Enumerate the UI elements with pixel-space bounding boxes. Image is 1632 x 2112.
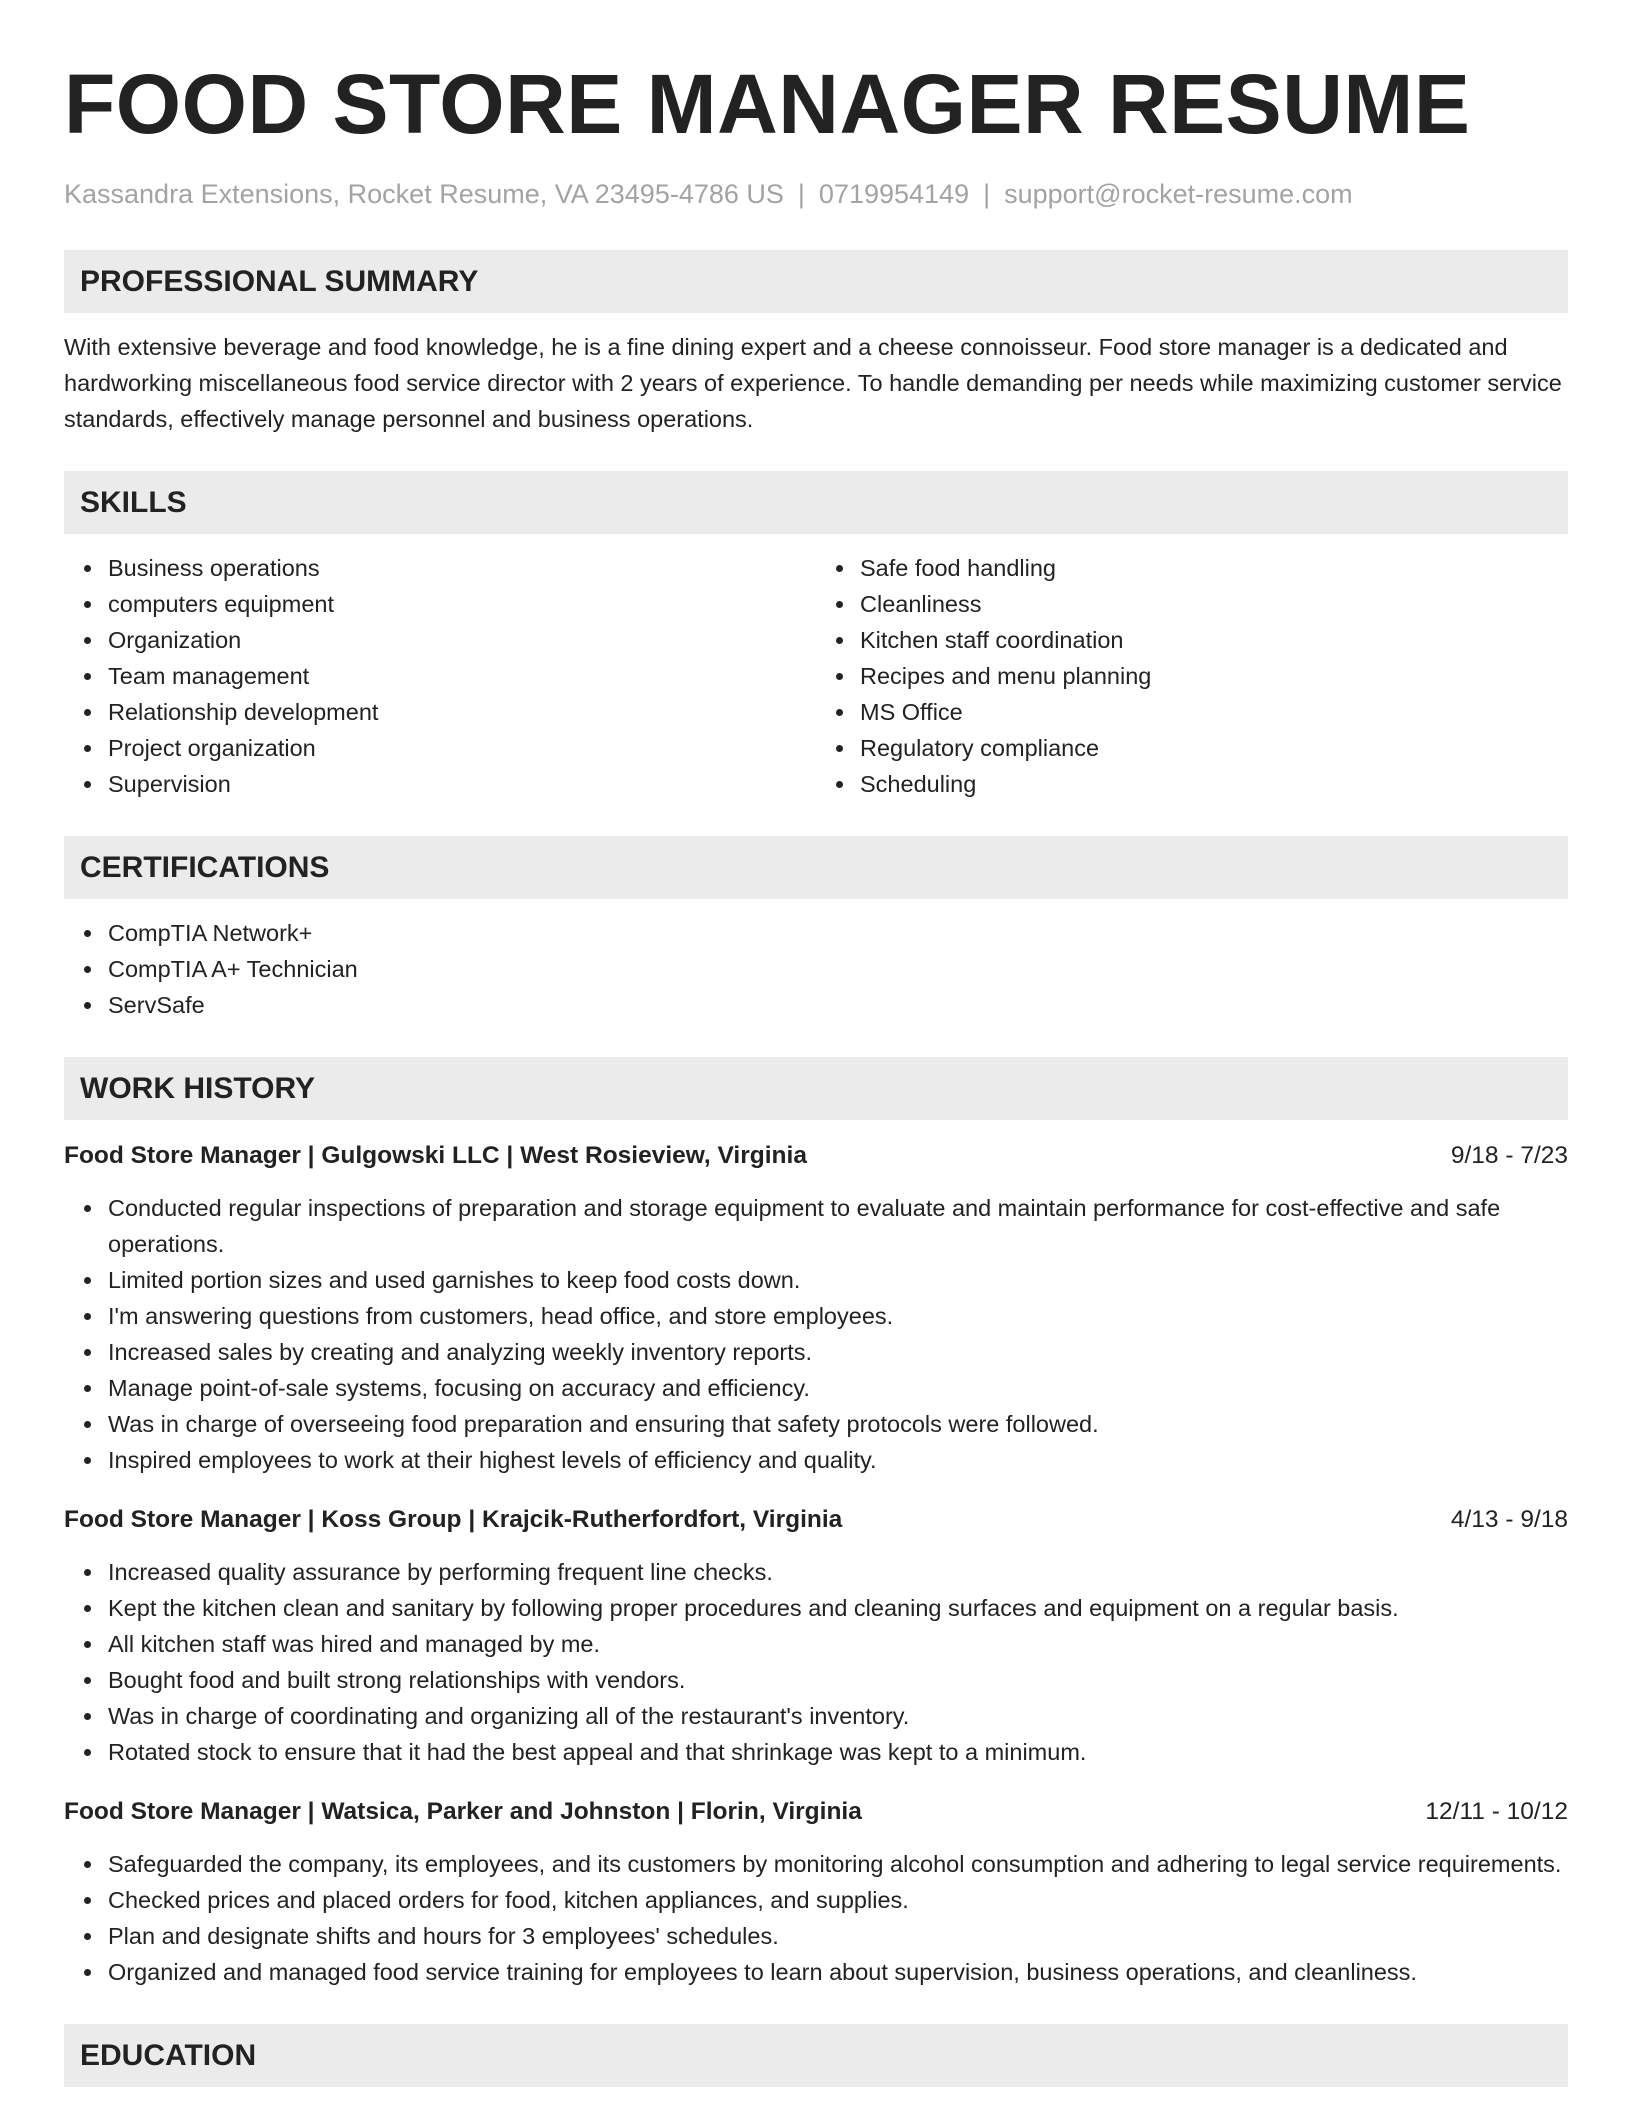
section-header-education: EDUCATION <box>64 2024 1568 2087</box>
skill-item: Regulatory compliance <box>860 730 1568 766</box>
job-entry <box>64 1794 1568 1990</box>
section-header-skills: SKILLS <box>64 471 1568 534</box>
contact-separator: | <box>983 179 991 209</box>
skill-item: Recipes and menu planning <box>860 658 1568 694</box>
contact-phone: 0719954149 <box>818 179 970 209</box>
job-header <box>64 1794 1568 1830</box>
job-dates: 4/13 - 9/18 <box>1450 1506 1568 1533</box>
job-title: Food Store Manager | Watsica, Parker and Johnston | Florin, Virginia <box>64 1798 862 1825</box>
skill-item: Team management <box>108 658 816 694</box>
job-header <box>64 1138 1568 1174</box>
contact-email: support@rocket-resume.com <box>1004 179 1353 209</box>
certifications-list <box>64 915 1568 1023</box>
section-header-work-history: WORK HISTORY <box>64 1057 1568 1120</box>
job-bullet: Inspired employees to work at their highest levels of efficiency and quality. <box>108 1442 1568 1478</box>
skill-item: MS Office <box>860 694 1568 730</box>
job-bullet: Rotated stock to ensure that it had the best appeal and that shrinkage was kept to a minimum. <box>108 1734 1568 1770</box>
job-title: Food Store Manager | Gulgowski LLC | West Rosieview, Virginia <box>64 1142 807 1169</box>
skills-column-right <box>816 550 1568 802</box>
job-bullet: Kept the kitchen clean and sanitary by following proper procedures and cleaning surfaces and equipment on a regular basis. <box>108 1590 1568 1626</box>
skill-item: Scheduling <box>860 766 1568 802</box>
contact-address: Kassandra Extensions, Rocket Resume, VA 23495-4786 US <box>64 179 784 209</box>
job-dates: 12/11 - 10/12 <box>1425 1798 1568 1825</box>
job-bullet: Was in charge of coordinating and organizing all of the restaurant's inventory. <box>108 1698 1568 1734</box>
job-bullet: Organized and managed food service training for employees to learn about supervision, business operations, and cleanliness. <box>108 1954 1568 1990</box>
job-bullet: Checked prices and placed orders for food, kitchen appliances, and supplies. <box>108 1882 1568 1918</box>
job-title: Food Store Manager | Koss Group | Krajcik-Rutherfordfort, Virginia <box>64 1506 843 1533</box>
contact-separator: | <box>797 179 805 209</box>
job-bullet: Increased quality assurance by performing frequent line checks. <box>108 1554 1568 1590</box>
section-header-summary: PROFESSIONAL SUMMARY <box>64 250 1568 313</box>
certification-item: ServSafe <box>108 987 1568 1023</box>
skill-item: Cleanliness <box>860 586 1568 622</box>
skill-item: Project organization <box>108 730 816 766</box>
certification-item: CompTIA Network+ <box>108 915 1568 951</box>
job-bullet: I'm answering questions from customers, head office, and store employees. <box>108 1298 1568 1334</box>
skill-item: Safe food handling <box>860 550 1568 586</box>
job-bullet: Increased sales by creating and analyzing weekly inventory reports. <box>108 1334 1568 1370</box>
job-bullet: Was in charge of overseeing food preparation and ensuring that safety protocols were followed. <box>108 1406 1568 1442</box>
certification-item: CompTIA A+ Technician <box>108 951 1568 987</box>
professional-summary-text: With extensive beverage and food knowledge, he is a fine dining expert and a cheese connoisseur. Food store manager is a dedicated and hardworking miscellaneous food service director with 2 years of experience. To handle demanding per needs while maximizing customer service standards, effectively manage personnel and business operations. <box>64 334 1562 432</box>
job-entry <box>64 1138 1568 1478</box>
job-bullets <box>64 1846 1568 1990</box>
skill-item: Supervision <box>108 766 816 802</box>
job-bullet: Safeguarded the company, its employees, and its customers by monitoring alcohol consumption and adhering to legal service requirements. <box>108 1846 1568 1882</box>
skills-list <box>64 550 1568 802</box>
contact-line <box>64 176 1568 212</box>
job-bullets <box>64 1190 1568 1478</box>
skill-item: Organization <box>108 622 816 658</box>
resume-title: FOOD STORE MANAGER RESUME <box>64 57 1471 151</box>
job-entry <box>64 1502 1568 1770</box>
job-bullet: All kitchen staff was hired and managed by me. <box>108 1626 1568 1662</box>
skill-item: computers equipment <box>108 586 816 622</box>
skills-column-left <box>64 550 816 802</box>
skill-item: Business operations <box>108 550 816 586</box>
job-bullets <box>64 1554 1568 1770</box>
job-bullet: Conducted regular inspections of preparation and storage equipment to evaluate and maintain performance for cost-effective and safe operations. <box>108 1190 1568 1262</box>
skill-item: Kitchen staff coordination <box>860 622 1568 658</box>
section-header-certifications: CERTIFICATIONS <box>64 836 1568 899</box>
job-bullet: Plan and designate shifts and hours for 3 employees' schedules. <box>108 1918 1568 1954</box>
job-bullet: Manage point-of-sale systems, focusing on accuracy and efficiency. <box>108 1370 1568 1406</box>
job-bullet: Bought food and built strong relationships with vendors. <box>108 1662 1568 1698</box>
job-header <box>64 1502 1568 1538</box>
job-bullet: Limited portion sizes and used garnishes to keep food costs down. <box>108 1262 1568 1298</box>
job-dates: 9/18 - 7/23 <box>1450 1142 1568 1169</box>
skill-item: Relationship development <box>108 694 816 730</box>
